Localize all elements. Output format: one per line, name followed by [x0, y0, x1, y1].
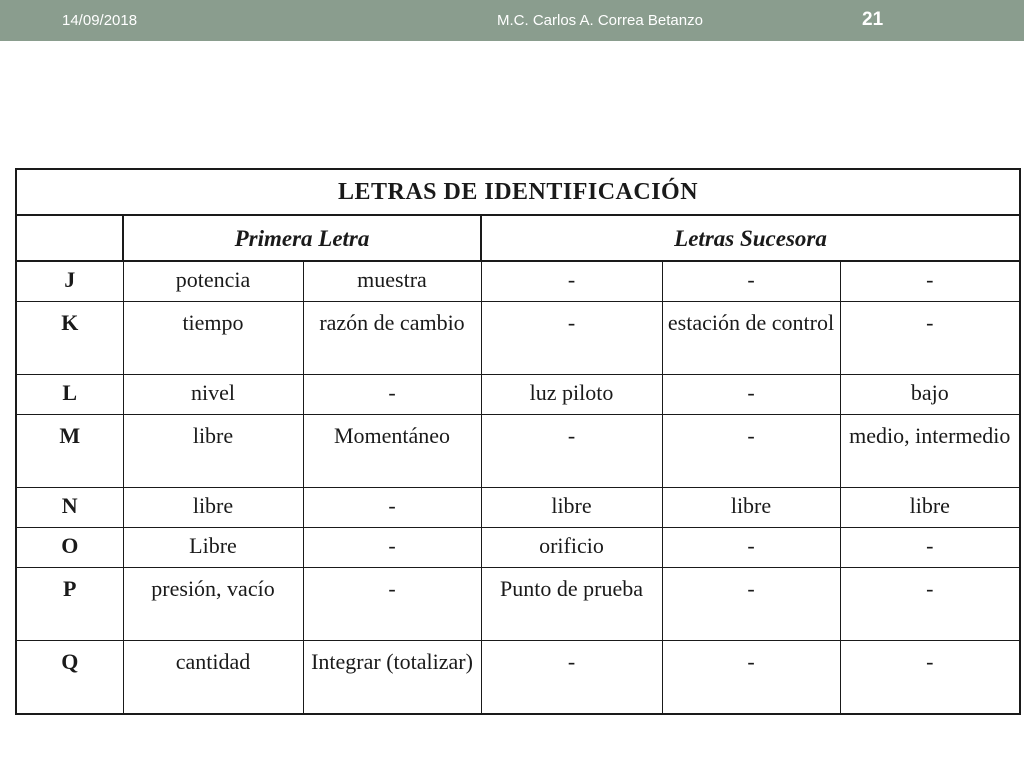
identification-table-container	[15, 168, 1019, 715]
table-cell: Libre	[123, 528, 303, 568]
table-row	[16, 375, 1020, 415]
table-cell: razón de cambio	[303, 302, 481, 375]
slide-date: 14/09/2018	[62, 12, 138, 29]
table-cell: libre	[123, 415, 303, 488]
table-cell: bajo	[840, 375, 1020, 415]
table-title: LETRAS DE IDENTIFICACIÓN	[16, 169, 1020, 215]
table-cell: libre	[481, 488, 662, 528]
letter-cell: Q	[16, 641, 123, 715]
letter-cell: L	[16, 375, 123, 415]
table-cell: cantidad	[123, 641, 303, 715]
table-row	[16, 641, 1020, 715]
table-cell: -	[840, 261, 1020, 302]
letter-cell: K	[16, 302, 123, 375]
successor-letters-header: Letras Sucesora	[481, 215, 1020, 261]
table-cell: Integrar (totalizar)	[303, 641, 481, 715]
table-row	[16, 528, 1020, 568]
table-cell: -	[481, 641, 662, 715]
table-row	[16, 488, 1020, 528]
table-cell: -	[303, 528, 481, 568]
table-cell: -	[840, 302, 1020, 375]
table-cell: -	[303, 568, 481, 641]
table-cell: tiempo	[123, 302, 303, 375]
group-header-row	[16, 215, 1020, 261]
slide-author: M.C. Carlos A. Correa Betanzo	[497, 12, 703, 29]
table-cell: -	[662, 261, 840, 302]
letter-cell: M	[16, 415, 123, 488]
identification-table	[15, 168, 1021, 715]
table-cell: -	[662, 375, 840, 415]
table-cell: -	[481, 415, 662, 488]
table-cell: -	[662, 641, 840, 715]
table-cell: muestra	[303, 261, 481, 302]
table-cell: Punto de prueba	[481, 568, 662, 641]
table-row	[16, 568, 1020, 641]
table-cell: libre	[123, 488, 303, 528]
table-cell: -	[662, 415, 840, 488]
table-row	[16, 261, 1020, 302]
table-cell: -	[840, 568, 1020, 641]
table-cell: -	[662, 568, 840, 641]
table-cell: potencia	[123, 261, 303, 302]
letter-cell: O	[16, 528, 123, 568]
table-cell: estación de control	[662, 302, 840, 375]
table-cell: libre	[840, 488, 1020, 528]
letter-cell: P	[16, 568, 123, 641]
table-cell: orificio	[481, 528, 662, 568]
table-cell: presión, vacío	[123, 568, 303, 641]
letter-cell: J	[16, 261, 123, 302]
table-cell: -	[840, 528, 1020, 568]
table-cell: libre	[662, 488, 840, 528]
letter-cell: N	[16, 488, 123, 528]
table-row	[16, 302, 1020, 375]
header-empty-cell	[16, 215, 123, 261]
table-cell: medio, intermedio	[840, 415, 1020, 488]
table-cell: luz piloto	[481, 375, 662, 415]
table-cell: -	[662, 528, 840, 568]
table-cell: -	[481, 261, 662, 302]
first-letter-header: Primera Letra	[123, 215, 481, 261]
table-title-row	[16, 169, 1020, 215]
table-row	[16, 415, 1020, 488]
table-cell: -	[303, 375, 481, 415]
table-cell: -	[840, 641, 1020, 715]
header-bar	[0, 0, 1024, 41]
page-number: 21	[862, 9, 884, 30]
table-cell: Momentáneo	[303, 415, 481, 488]
table-cell: -	[481, 302, 662, 375]
table-cell: -	[303, 488, 481, 528]
table-cell: nivel	[123, 375, 303, 415]
